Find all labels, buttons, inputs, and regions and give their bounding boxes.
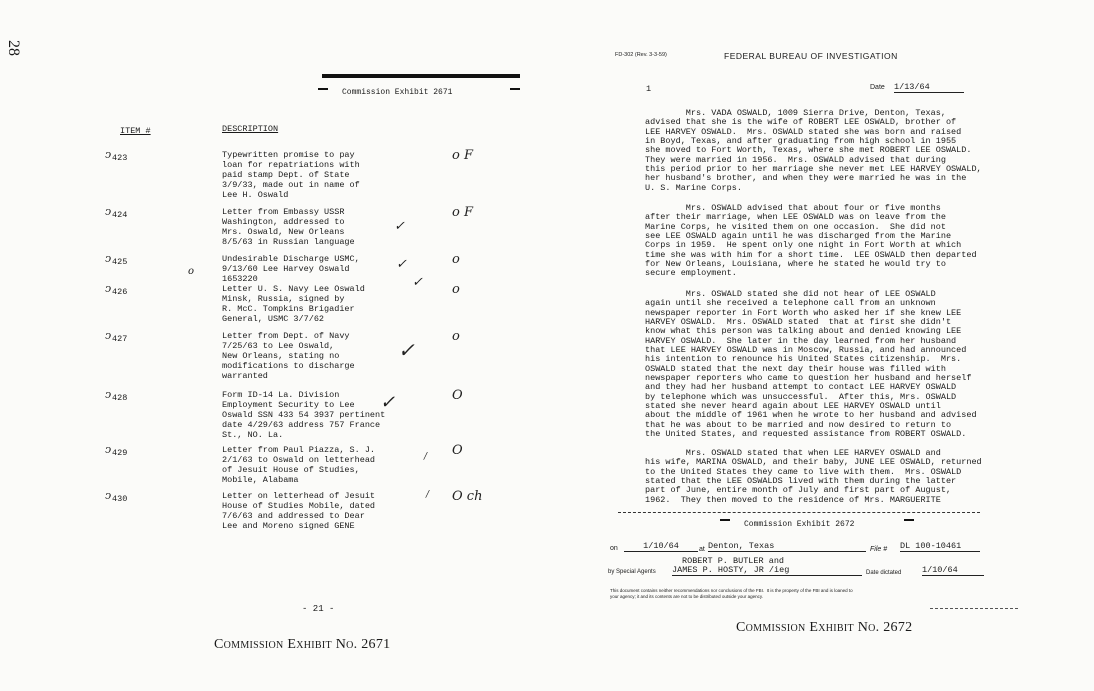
item-tick-mark: ↄ bbox=[105, 489, 112, 502]
handwritten-mark: O bbox=[452, 388, 463, 403]
checkmark: ✓ bbox=[412, 275, 423, 290]
form-number: FD-302 (Rev. 3-3-59) bbox=[615, 52, 667, 58]
item-tick-mark: ↄ bbox=[105, 388, 112, 401]
page-number: 28 bbox=[5, 40, 22, 56]
page-mark: 1 bbox=[646, 84, 652, 94]
item-tick-mark: ↄ bbox=[105, 282, 112, 295]
item-number: 425 bbox=[112, 257, 128, 267]
item-number: 424 bbox=[112, 210, 128, 220]
handwritten-mark: o bbox=[452, 252, 460, 267]
dash-right bbox=[510, 88, 520, 90]
item-tick-mark: ↄ bbox=[105, 148, 112, 161]
header-rule bbox=[322, 74, 520, 78]
item-tick-mark: ↄ bbox=[105, 329, 112, 342]
caption-2671: Commission Exhibit No. 2671 bbox=[214, 637, 391, 652]
handwritten-mark: O bbox=[452, 443, 463, 458]
report-paragraph: Mrs. OSWALD advised that about four or five months after their marriage, when LEE OSWALD was on leave from the Marine Corps, he visited them on one occasion. She did not see LEE OSWALD again until he was discharged from the Marine Corps in 1959. He spent only one night in Fort Worth at which time she was with him for a short time. LEE OSWALD then departed for New Orleans, Louisiana, where he stated he would try to secure employment. bbox=[645, 203, 977, 279]
item-description: Typewritten promise to pay loan for repatriations with paid stamp Dept. of State 3/9/33, made out in name of Lee H. Oswald bbox=[222, 150, 360, 200]
on-date: 1/10/64 bbox=[624, 541, 698, 552]
item-number: 430 bbox=[112, 494, 128, 504]
item-number: 427 bbox=[112, 334, 128, 344]
agents-line-1: ROBERT P. BUTLER and bbox=[682, 556, 785, 566]
column-header-item: ITEM # bbox=[120, 126, 151, 136]
divider bbox=[930, 608, 1018, 609]
handwritten-mark: o bbox=[452, 282, 460, 297]
checkmark: / bbox=[426, 490, 430, 500]
by-label: by Special Agents bbox=[608, 569, 656, 575]
agency-title: FEDERAL BUREAU OF INVESTIGATION bbox=[724, 51, 898, 61]
item-description: Letter from Paul Piazza, S. J. 2/1/63 to Oswald on letterhead of Jesuit House of Studies, Mobile, Alabama bbox=[222, 445, 376, 485]
dictated-date: 1/10/64 bbox=[922, 565, 984, 576]
item-description: Letter from Embassy USSR Washington, addressed to Mrs. Oswald, New Orleans 8/5/63 in Russian language bbox=[222, 207, 355, 247]
at-place: Denton, Texas bbox=[708, 541, 866, 552]
handwritten-mark: o bbox=[452, 329, 460, 344]
at-label: at bbox=[699, 546, 705, 553]
item-description: Letter U. S. Navy Lee Oswald Minsk, Russia, signed by R. McC. Tompkins Brigadier General, USMC 3/7/62 bbox=[222, 284, 365, 324]
checkmark: / bbox=[424, 452, 428, 462]
agents-line-2: JAMES P. HOSTY, JR /ieg bbox=[672, 565, 862, 576]
item-number: 426 bbox=[112, 287, 128, 297]
on-label: on bbox=[610, 545, 618, 552]
report-paragraph: Mrs. VADA OSWALD, 1009 Sierra Drive, Denton, Texas, advised that she is the wife of ROBERT LEE OSWALD, brother of LEE HARVEY OSWALD. Mrs. OSWALD stated she was born and raised in Boyd, Texas, and after graduating from high school in 1955 she moved to Fort Worth, Texas, where she met ROBERT LEE OSWALD. They were married in 1956. Mrs. OSWALD advised that during this period prior to her marriage she never met LEE HARVEY OSWALD, her husband's brother, and when they were married he was in the U. S. Marine Corps. bbox=[645, 108, 982, 193]
handwritten-mark: O ch bbox=[452, 489, 483, 504]
item-number: 428 bbox=[112, 393, 128, 403]
dash-right bbox=[904, 519, 914, 521]
item-number: 429 bbox=[112, 448, 128, 458]
item-description: Letter from Dept. of Navy 7/25/63 to Lee Oswald, New Orleans, stating no modifications to discharge warranted bbox=[222, 331, 355, 381]
margin-mark: o bbox=[188, 266, 195, 277]
divider bbox=[618, 512, 980, 513]
item-tick-mark: ↄ bbox=[105, 205, 112, 218]
item-tick-mark: ↄ bbox=[105, 252, 112, 265]
handwritten-mark: o F bbox=[452, 205, 473, 220]
date-label: Date bbox=[870, 84, 885, 91]
report-paragraph: Mrs. OSWALD stated she did not hear of LEE OSWALD again until she received a telephone call from an unknown newspaper reporter in Fort Worth who asked her if she knew LEE HARVEY OSWALD. Mrs. OSWALD stated that at first she didn't know what this person was talking about and denied knowing LEE HARVEY OSWALD. She later in the day learned from her husband that LEE HARVEY OSWALD was in Moscow, Russia, and had announced his intention to renounce his United States citizenship. Mrs. OSWALD stated that the next day their house was filled with newspaper reporters who came to question her husband and herself and they had her husband attempt to contact LEE HARVEY OSWALD by telephone which was unsuccessful. After this, Mrs. OSWALD stated she never heard again about LEE HARVEY OSWALD until about the middle of 1961 when he wrote to her husband and advised that he was about to be married and now desired to return to the United States, and requested assistance from ROBERT OSWALD. bbox=[645, 289, 977, 440]
checkmark: ✓ bbox=[398, 338, 415, 362]
dash-left bbox=[318, 88, 328, 90]
item-description: Letter on letterhead of Jesuit House of Studies Mobile, dated 7/6/63 and addressed to Dear Lee and Moreno signed GENE bbox=[222, 491, 376, 531]
checkmark: ✓ bbox=[396, 257, 407, 272]
handwritten-mark: o F bbox=[452, 148, 473, 163]
item-tick-mark: ↄ bbox=[105, 443, 112, 456]
item-description: Undesirable Discharge USMC, 9/13/60 Lee Harvey Oswald 1653220 bbox=[222, 254, 360, 284]
file-number: DL 100-10461 bbox=[900, 541, 980, 552]
exhibit-label-mid: Commission Exhibit 2672 bbox=[744, 520, 855, 529]
date-value: 1/13/64 bbox=[894, 82, 964, 93]
disclaimer: This document contains neither recommendations nor conclusions of the FBI. It is the property of the FBI and is loaned to your agency; it and its contents are not to be distributed outside your agency. bbox=[610, 588, 853, 599]
dictated-label: Date dictated bbox=[866, 570, 902, 576]
exhibit-label-top: Commission Exhibit 2671 bbox=[342, 88, 453, 97]
checkmark: ✓ bbox=[380, 392, 396, 413]
report-paragraph: Mrs. OSWALD stated that when LEE HARVEY OSWALD and his wife, MARINA OSWALD, and their baby, JUNE LEE OSWALD, returned to the United States they came to live with them. Mrs. OSWALD stated that the LEE OSWALDS lived with them during the latter part of June, entire month of July and first part of August, 1962. They then moved to the residence of Mrs. MARGUERITE bbox=[645, 448, 982, 505]
file-label: File # bbox=[870, 546, 888, 553]
dash-left bbox=[720, 519, 730, 521]
column-header-description: DESCRIPTION bbox=[222, 124, 279, 134]
caption-2672: Commission Exhibit No. 2672 bbox=[736, 620, 913, 635]
checkmark: ✓ bbox=[394, 219, 405, 234]
item-description: Form ID-14 La. Division Employment Security to Lee Oswald SSN 433 54 3937 pertinent date 4/29/63 address 757 France St., NO. La. bbox=[222, 390, 386, 440]
item-number: 423 bbox=[112, 153, 128, 163]
page-footer: - 21 - bbox=[302, 604, 335, 614]
